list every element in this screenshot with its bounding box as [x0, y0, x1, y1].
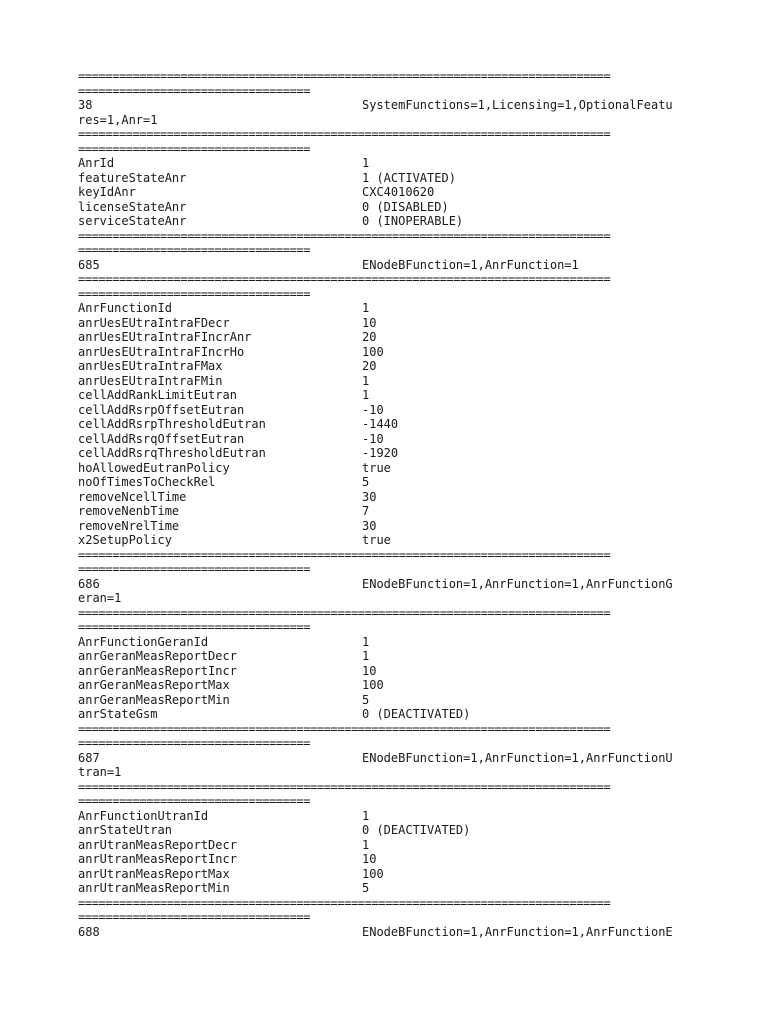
attribute-row-value: 5 [362, 881, 370, 895]
attribute-row-key: AnrFunctionGeranId [78, 634, 209, 649]
mo-header-row-key: 688 [78, 924, 100, 939]
attribute-row-value: -1920 [362, 446, 399, 460]
attribute-row-value: 1 (ACTIVATED) [362, 170, 456, 185]
mo-header-continuation: tran=1 [78, 765, 122, 779]
attribute-row-value: 5 [362, 475, 370, 489]
attribute-row-value: 0 (INOPERABLE) [362, 214, 464, 228]
attribute-row [78, 359, 692, 374]
attribute-row [78, 475, 692, 490]
separator-line: ============================================================================== [78, 272, 611, 286]
attribute-row-value: 10 [362, 315, 377, 330]
mo-header-row [78, 751, 692, 766]
attribute-row [78, 852, 692, 867]
attribute-row-value: 30 [362, 489, 377, 504]
attribute-row-key: anrUesEUtraIntraFMin [78, 373, 223, 388]
attribute-row [78, 301, 692, 316]
attribute-row-key: anrGeranMeasReportDecr [78, 649, 237, 663]
separator-line: ================================== [78, 620, 311, 634]
attribute-row [78, 345, 692, 360]
attribute-row-value: 0 (DEACTIVATED) [362, 707, 471, 721]
attribute-row [78, 664, 692, 679]
mo-header-continuation: eran=1 [78, 591, 122, 605]
attribute-row [78, 838, 692, 853]
separator-line: ================================== [78, 83, 311, 98]
mo-header-row [78, 577, 692, 592]
attribute-row-key: anrGeranMeasReportMin [78, 692, 230, 707]
attribute-row-value: 20 [362, 330, 377, 344]
attribute-row-key: anrUtranMeasReportMin [78, 881, 230, 895]
attribute-row [78, 403, 692, 418]
attribute-row-value: 10 [362, 663, 377, 678]
attribute-row-key: removeNenbTime [78, 504, 180, 518]
attribute-row-key: anrUesEUtraIntraFDecr [78, 315, 230, 330]
attribute-row-value: -1440 [362, 417, 399, 431]
attribute-row-key: anrUtranMeasReportMax [78, 866, 230, 881]
attribute-row [78, 316, 692, 331]
attribute-row-value: true [362, 533, 391, 547]
separator-line: ================================== [78, 736, 311, 750]
attribute-row [78, 417, 692, 432]
attribute-row-key: anrUtranMeasReportDecr [78, 837, 237, 852]
attribute-row [78, 504, 692, 519]
attribute-row-value: 100 [362, 678, 384, 692]
attribute-row-key: noOfTimesToCheckRel [78, 475, 216, 489]
mo-header-row [78, 258, 692, 273]
attribute-row [78, 171, 692, 186]
attribute-row-key: cellAddRankLimitEutran [78, 388, 237, 402]
attribute-row-key: AnrFunctionUtranId [78, 808, 209, 823]
separator-line: ============================================================================== [78, 69, 611, 83]
attribute-row-value: CXC4010620 [362, 185, 435, 199]
attribute-row-value: -10 [362, 402, 384, 417]
attribute-row [78, 490, 692, 505]
mo-header-row-value: ENodeBFunction=1,AnrFunction=1 [362, 257, 579, 272]
attribute-row [78, 707, 692, 722]
attribute-row-value: 1 [362, 649, 370, 663]
attribute-row [78, 214, 692, 229]
attribute-row [78, 678, 692, 693]
attribute-row [78, 461, 692, 476]
separator-line: ================================== [78, 562, 311, 576]
attribute-row [78, 867, 692, 882]
attribute-row [78, 809, 692, 824]
mo-header-row [78, 98, 692, 113]
attribute-row [78, 200, 692, 215]
attribute-row-key: hoAllowedEutranPolicy [78, 460, 230, 475]
attribute-row-value: 30 [362, 518, 377, 533]
attribute-row-value: 1 [362, 837, 370, 852]
attribute-row-key: AnrId [78, 156, 115, 170]
mo-header-continuation: res=1,Anr=1 [78, 112, 158, 127]
attribute-row-value: 1 [362, 388, 370, 402]
attribute-row-key: anrUesEUtraIntraFMax [78, 359, 223, 373]
attribute-row-value: 20 [362, 359, 377, 373]
attribute-row-key: anrUesEUtraIntraFIncrHo [78, 344, 245, 359]
attribute-row [78, 185, 692, 200]
attribute-row [78, 881, 692, 896]
attribute-row-key: keyIdAnr [78, 185, 136, 199]
attribute-row-key: removeNcellTime [78, 489, 187, 504]
mo-header-row-key: 685 [78, 257, 100, 272]
attribute-row-value: 100 [362, 344, 384, 359]
attribute-row-key: cellAddRsrqOffsetEutran [78, 431, 245, 446]
attribute-row-value: 7 [362, 504, 370, 518]
attribute-row [78, 823, 692, 838]
attribute-row-key: anrUtranMeasReportIncr [78, 852, 237, 866]
attribute-row-value: true [362, 460, 391, 475]
attribute-row-key: x2SetupPolicy [78, 533, 172, 547]
mo-header-row-key: 38 [78, 98, 93, 112]
attribute-row [78, 533, 692, 548]
separator-line: ============================================================================== [78, 605, 611, 620]
attribute-row-key: removeNrelTime [78, 518, 180, 533]
separator-line: ============================================================================== [78, 547, 611, 562]
attribute-row-value: 0 (DEACTIVATED) [362, 823, 471, 837]
separator-line: ================================== [78, 141, 311, 156]
separator-line: ============================================================================== [78, 721, 611, 736]
mo-header-row-value: ENodeBFunction=1,AnrFunction=1,AnrFunctionG [362, 576, 673, 591]
attribute-row-value: 0 (DISABLED) [362, 199, 449, 214]
attribute-row-value: 10 [362, 852, 377, 866]
document-page [78, 69, 692, 939]
separator-line: ================================== [78, 910, 311, 924]
attribute-row-value: 1 [362, 634, 370, 649]
attribute-row-key: anrStateGsm [78, 707, 158, 721]
separator-line: ============================================================================== [78, 228, 611, 243]
attribute-row-value: 1 [362, 156, 370, 170]
attribute-row-key: licenseStateAnr [78, 199, 187, 214]
attribute-row [78, 330, 692, 345]
separator-line: ================================== [78, 243, 311, 257]
mo-header-row-value: SystemFunctions=1,Licensing=1,OptionalFeatu [362, 98, 673, 112]
attribute-row-key: anrUesEUtraIntraFIncrAnr [78, 330, 252, 344]
mo-header-row-value: ENodeBFunction=1,AnrFunction=1,AnrFunctionE [362, 924, 673, 939]
attribute-row [78, 519, 692, 534]
attribute-row [78, 635, 692, 650]
separator-line: ================================== [78, 286, 311, 301]
attribute-row-key: cellAddRsrpOffsetEutran [78, 402, 245, 417]
separator-line: ================================== [78, 794, 311, 808]
attribute-row [78, 446, 692, 461]
attribute-row-value: 1 [362, 301, 370, 315]
attribute-row-key: anrStateUtran [78, 823, 172, 837]
separator-line: ============================================================================== [78, 895, 611, 910]
attribute-row-value: 1 [362, 808, 370, 823]
attribute-row [78, 374, 692, 389]
attribute-row-value: 5 [362, 692, 370, 707]
attribute-row [78, 693, 692, 708]
attribute-row-key: AnrFunctionId [78, 301, 172, 315]
mo-header-row [78, 925, 692, 940]
attribute-row [78, 432, 692, 447]
separator-line: ============================================================================== [78, 127, 611, 141]
attribute-row [78, 649, 692, 664]
mo-header-row-value: ENodeBFunction=1,AnrFunction=1,AnrFunctionU [362, 750, 673, 765]
attribute-row-key: anrGeranMeasReportMax [78, 678, 230, 692]
attribute-row-value: 100 [362, 866, 384, 881]
attribute-row-key: cellAddRsrpThresholdEutran [78, 417, 266, 431]
attribute-row-value: 1 [362, 373, 370, 388]
attribute-row [78, 156, 692, 171]
mo-header-row-key: 687 [78, 750, 100, 765]
attribute-row-value: -10 [362, 431, 384, 446]
attribute-row-key: featureStateAnr [78, 170, 187, 185]
attribute-row-key: cellAddRsrqThresholdEutran [78, 446, 266, 460]
attribute-row-key: serviceStateAnr [78, 214, 187, 228]
separator-line: ============================================================================== [78, 779, 611, 794]
attribute-row-key: anrGeranMeasReportIncr [78, 663, 237, 678]
attribute-row [78, 388, 692, 403]
mo-header-row-key: 686 [78, 576, 100, 591]
